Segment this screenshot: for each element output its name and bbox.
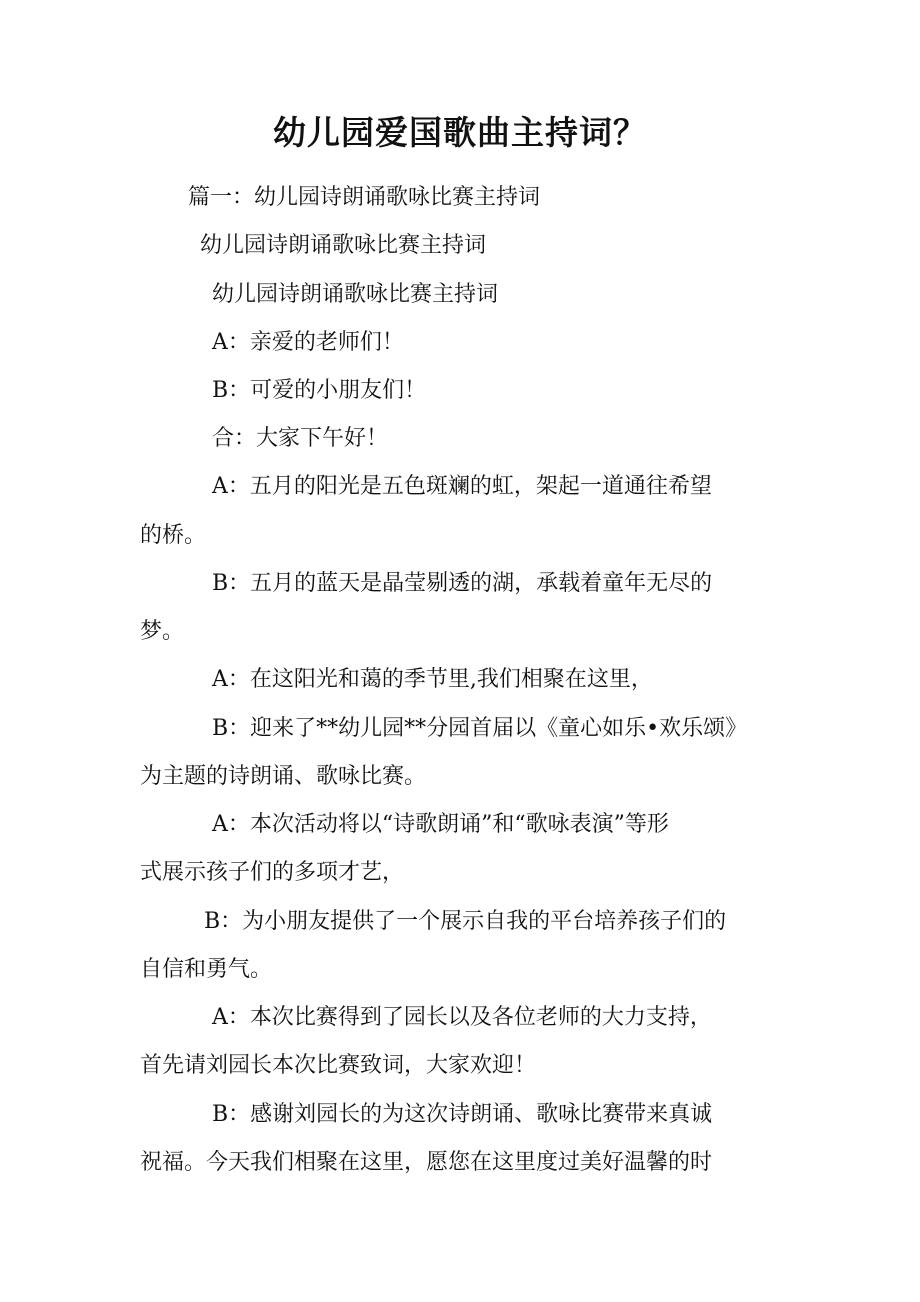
dialogue-line: B：迎来了**幼儿园**分园首届以《童心如乐•欢乐颂》: [212, 716, 748, 741]
dialogue-line: 合：大家下午好！: [212, 426, 389, 451]
dialogue-line-continuation: 式展示孩子们的多项才艺，: [140, 860, 405, 885]
dialogue-line: A：本次活动将以“诗歌朗诵”和“歌咏表演”等形: [212, 812, 669, 837]
dialogue-line: B：为小朋友提供了一个展示自我的平台培养孩子们的: [204, 909, 727, 934]
dialogue-line: B：可爱的小朋友们！: [212, 378, 427, 403]
dialogue-line-continuation: 的桥。: [140, 523, 207, 548]
dialogue-line-continuation: 祝福。今天我们相聚在这里，愿您在这里度过美好温馨的时: [140, 1150, 713, 1175]
document-title: 幼儿园爱国歌曲主持词？: [273, 113, 647, 152]
dialogue-line: A：亲爱的老师们！: [212, 330, 404, 355]
dialogue-line: A：五月的阳光是五色斑斓的虹，架起一道通往希望: [212, 474, 712, 499]
dialogue-line: A：在这阳光和蔼的季节里,我们相聚在这里，: [212, 667, 653, 692]
dialogue-line-continuation: 首先请刘园长本次比赛致词，大家欢迎！: [140, 1053, 537, 1078]
dialogue-line: B：感谢刘园长的为这次诗朗诵、歌咏比赛带来真诚: [212, 1102, 713, 1127]
subtitle-line: 幼儿园诗朗诵歌咏比赛主持词: [200, 233, 487, 258]
dialogue-line: A：本次比赛得到了园长以及各位老师的大力支持，: [212, 1005, 712, 1030]
dialogue-line-continuation: 梦。: [140, 619, 185, 644]
dialogue-line-continuation: 自信和勇气。: [140, 957, 273, 982]
section-heading: 篇一：幼儿园诗朗诵歌咏比赛主持词: [188, 185, 541, 210]
dialogue-line-continuation: 为主题的诗朗诵、歌咏比赛。: [140, 764, 427, 789]
dialogue-line: B：五月的蓝天是晶莹剔透的湖，承载着童年无尽的: [212, 571, 713, 596]
subtitle-line: 幼儿园诗朗诵歌咏比赛主持词: [212, 282, 499, 307]
